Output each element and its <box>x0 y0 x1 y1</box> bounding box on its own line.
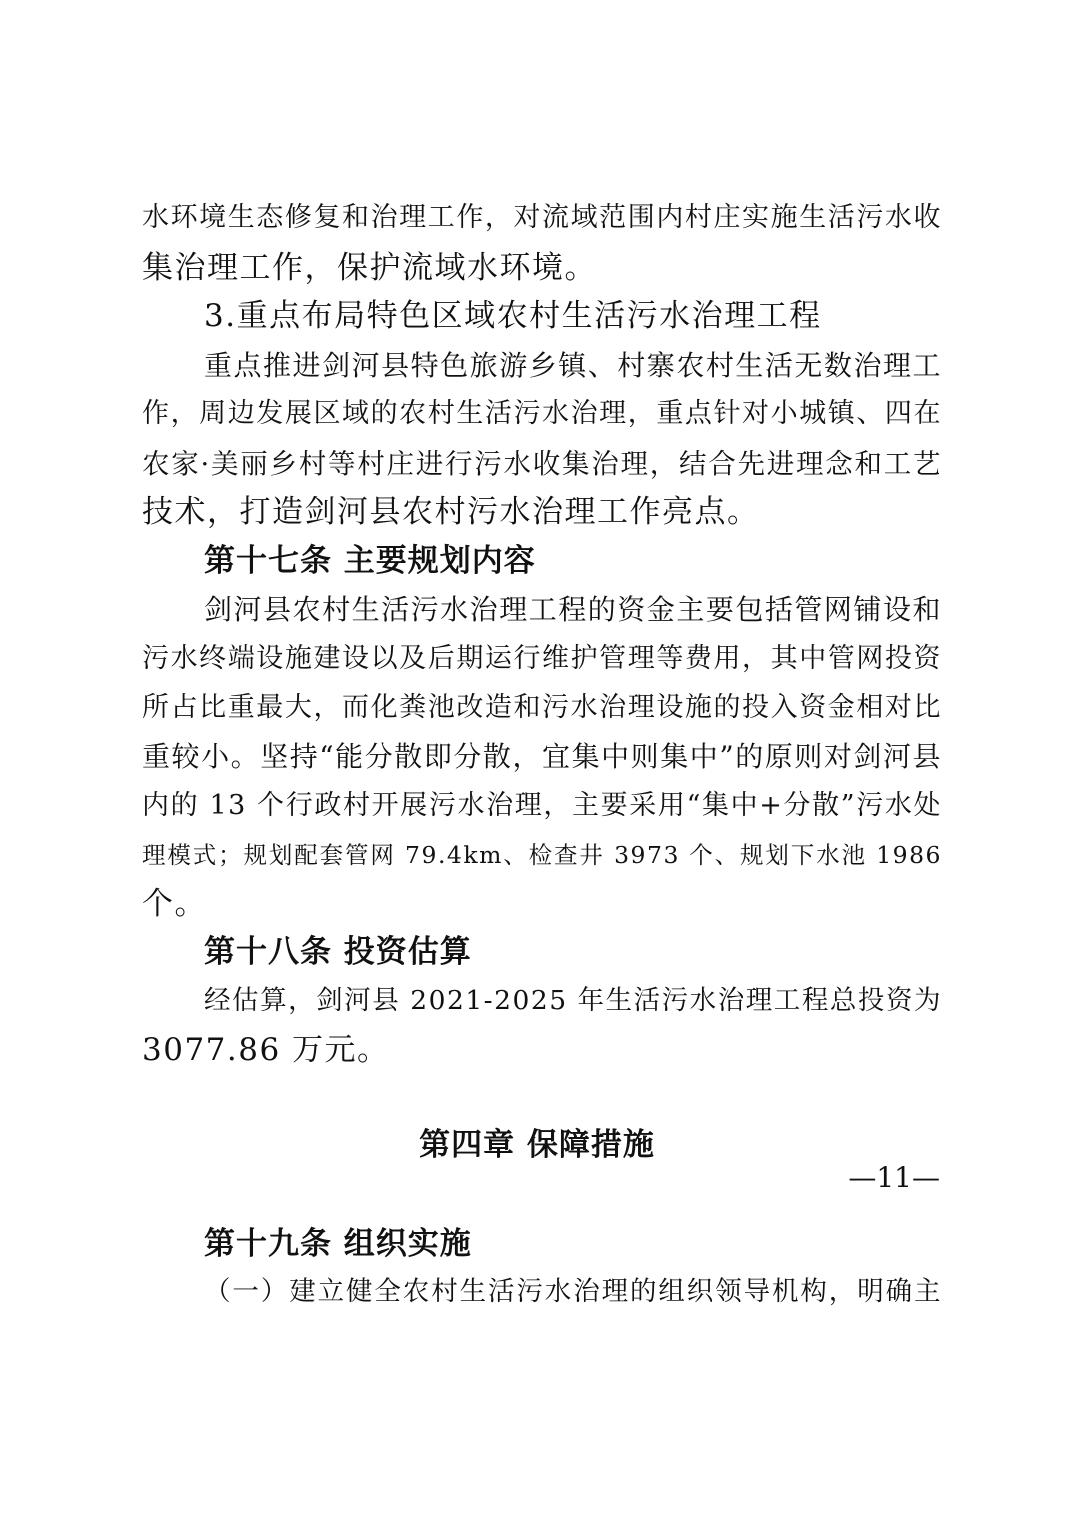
body-line: 经估算，剑河县 2021-2025 年生活污水治理工程总投资为 <box>204 985 942 1016</box>
article-19-heading: 第十九条 组织实施 <box>204 1226 472 1262</box>
article-18-heading: 第十八条 投资估算 <box>204 934 472 970</box>
article-17-heading: 第十七条 主要规划内容 <box>204 543 536 579</box>
subsection-heading: 3.重点布局特色区域农村生活污水治理工程 <box>204 298 822 334</box>
body-line: 水环境生态修复和治理工作，对流域范围内村庄实施生活污水收 <box>142 202 942 233</box>
body-line: 内的 13 个行政村开展污水治理，主要采用“集中+分散”污水处 <box>142 790 942 821</box>
body-line: 作，周边发展区域的农村生活污水治理，重点针对小城镇、四在 <box>142 398 942 429</box>
body-line: 所占比重最大，而化粪池改造和污水治理设施的投入资金相对比 <box>142 692 942 723</box>
chapter-title: 第四章 保障措施 <box>419 1127 655 1163</box>
page-number: —11— <box>848 1161 940 1194</box>
body-line: 重点推进剑河县特色旅游乡镇、村寨农村生活无数治理工 <box>204 349 942 382</box>
body-line: 个。 <box>142 886 207 922</box>
body-line: 理模式；规划配套管网 79.4km、检查井 3973 个、规划下水池 1986 <box>142 841 942 869</box>
body-line: 剑河县农村生活污水治理工程的资金主要包括管网铺设和 <box>204 593 942 626</box>
body-line: 重较小。坚持“能分散即分散，宜集中则集中”的原则对剑河县 <box>142 740 942 773</box>
body-line: 集治理工作，保护流域水环境。 <box>142 250 597 286</box>
body-line: 污水终端设施建设以及后期运行维护管理等费用，其中管网投资 <box>142 643 942 674</box>
body-line: 技术，打造剑河县农村污水治理工作亮点。 <box>142 494 760 530</box>
body-line: 3077.86 万元。 <box>142 1032 390 1068</box>
body-line: （一）建立健全农村生活污水治理的组织领导机构，明确主 <box>204 1276 942 1307</box>
body-line: 农家·美丽乡村等村庄进行污水收集治理，结合先进理念和工艺 <box>142 448 942 480</box>
